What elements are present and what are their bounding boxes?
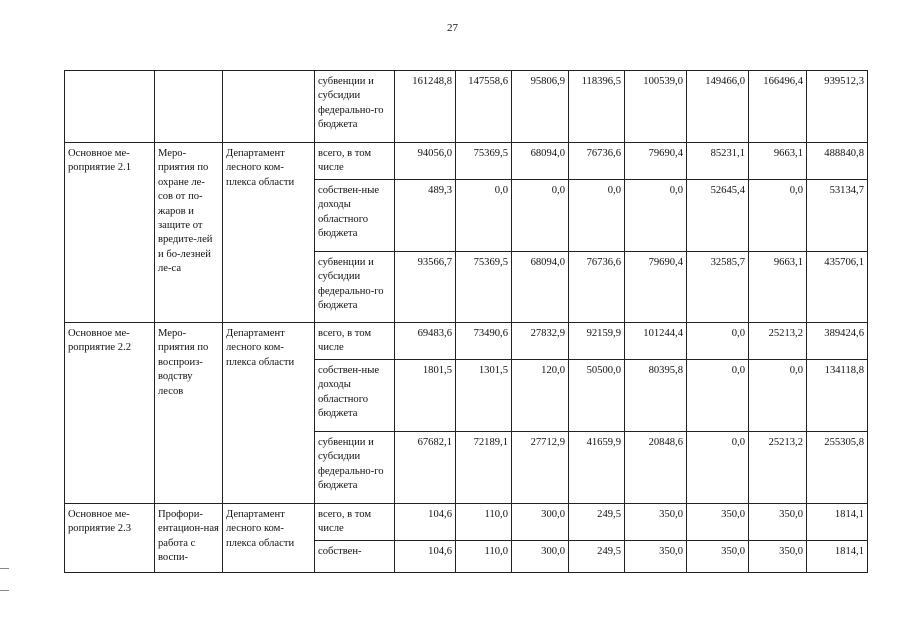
value-cell: 350,0	[687, 504, 749, 541]
page-number: 27	[447, 22, 458, 34]
value-cell: 75369,5	[456, 143, 512, 180]
value-cell: 350,0	[749, 504, 807, 541]
scan-edge-mark	[0, 568, 9, 569]
activity-cell: Основное ме-роприятие 2.1	[65, 143, 155, 323]
total-cell: 1814,1	[807, 504, 868, 541]
value-cell: 0,0	[569, 180, 625, 252]
total-cell: 488840,8	[807, 143, 868, 180]
value-cell: 79690,4	[625, 143, 687, 180]
value-cell: 118396,5	[569, 71, 625, 143]
table-row	[65, 71, 868, 143]
value-cell: 93566,7	[395, 252, 456, 323]
value-cell: 110,0	[456, 504, 512, 541]
value-cell: 0,0	[456, 180, 512, 252]
value-cell: 0,0	[687, 323, 749, 360]
value-cell: 20848,6	[625, 432, 687, 504]
value-cell: 92159,9	[569, 323, 625, 360]
value-cell: 249,5	[569, 541, 625, 573]
value-cell: 85231,1	[687, 143, 749, 180]
value-cell: 94056,0	[395, 143, 456, 180]
value-cell: 300,0	[512, 504, 569, 541]
funding-source-cell: собствен-ные доходы областного бюджета	[315, 180, 395, 252]
value-cell: 27832,9	[512, 323, 569, 360]
value-cell: 68094,0	[512, 252, 569, 323]
table-row	[65, 323, 868, 360]
funding-source-cell: собствен-ные доходы областного бюджета	[315, 360, 395, 432]
measure-name-cell	[155, 71, 223, 143]
total-cell: 389424,6	[807, 323, 868, 360]
value-cell: 161248,8	[395, 71, 456, 143]
total-cell: 435706,1	[807, 252, 868, 323]
value-cell: 0,0	[687, 432, 749, 504]
total-cell: 255305,8	[807, 432, 868, 504]
value-cell: 52645,4	[687, 180, 749, 252]
total-cell: 53134,7	[807, 180, 868, 252]
executor-cell: Департамент лесного ком-плекса области	[223, 143, 315, 323]
funding-source-cell: собствен-	[315, 541, 395, 573]
value-cell: 72189,1	[456, 432, 512, 504]
activity-cell: Основное ме-роприятие 2.3	[65, 504, 155, 573]
value-cell: 69483,6	[395, 323, 456, 360]
value-cell: 0,0	[625, 180, 687, 252]
funding-source-cell: субвенции и субсидии федерально-го бюджета	[315, 252, 395, 323]
measure-name-cell: Меро-приятия по воспроиз-водству лесов	[155, 323, 223, 504]
activity-cell	[65, 71, 155, 143]
value-cell: 147558,6	[456, 71, 512, 143]
funding-source-cell: всего, в том числе	[315, 143, 395, 180]
value-cell: 0,0	[749, 180, 807, 252]
table-row	[65, 504, 868, 541]
value-cell: 1301,5	[456, 360, 512, 432]
value-cell: 350,0	[625, 541, 687, 573]
funding-source-cell: субвенции и субсидии федерально-го бюджета	[315, 432, 395, 504]
value-cell: 76736,6	[569, 252, 625, 323]
value-cell: 350,0	[625, 504, 687, 541]
value-cell: 104,6	[395, 504, 456, 541]
value-cell: 79690,4	[625, 252, 687, 323]
funding-source-cell: всего, в том числе	[315, 323, 395, 360]
value-cell: 50500,0	[569, 360, 625, 432]
total-cell: 134118,8	[807, 360, 868, 432]
value-cell: 9663,1	[749, 252, 807, 323]
value-cell: 100539,0	[625, 71, 687, 143]
value-cell: 0,0	[749, 360, 807, 432]
value-cell: 25213,2	[749, 432, 807, 504]
value-cell: 0,0	[512, 180, 569, 252]
value-cell: 249,5	[569, 504, 625, 541]
value-cell: 95806,9	[512, 71, 569, 143]
total-cell: 939512,3	[807, 71, 868, 143]
value-cell: 300,0	[512, 541, 569, 573]
value-cell: 0,0	[687, 360, 749, 432]
value-cell: 104,6	[395, 541, 456, 573]
value-cell: 76736,6	[569, 143, 625, 180]
value-cell: 1801,5	[395, 360, 456, 432]
executor-cell: Департамент лесного ком-плекса области	[223, 323, 315, 504]
executor-cell: Департамент лесного ком-плекса области	[223, 504, 315, 573]
value-cell: 350,0	[749, 541, 807, 573]
measure-name-cell: Меро-приятия по охране ле-сов от по-жаров и защите от вредите-лей и бо-лезней ле-са	[155, 143, 223, 323]
value-cell: 27712,9	[512, 432, 569, 504]
value-cell: 120,0	[512, 360, 569, 432]
funding-source-cell: всего, в том числе	[315, 504, 395, 541]
value-cell: 149466,0	[687, 71, 749, 143]
value-cell: 9663,1	[749, 143, 807, 180]
value-cell: 350,0	[687, 541, 749, 573]
value-cell: 166496,4	[749, 71, 807, 143]
executor-cell	[223, 71, 315, 143]
value-cell: 32585,7	[687, 252, 749, 323]
value-cell: 489,3	[395, 180, 456, 252]
value-cell: 73490,6	[456, 323, 512, 360]
scan-edge-mark	[0, 590, 9, 591]
funding-source-cell: субвенции и субсидии федерально-го бюджета	[315, 71, 395, 143]
value-cell: 25213,2	[749, 323, 807, 360]
total-cell: 1814,1	[807, 541, 868, 573]
value-cell: 101244,4	[625, 323, 687, 360]
value-cell: 80395,8	[625, 360, 687, 432]
table-row	[65, 143, 868, 180]
budget-table	[64, 70, 868, 573]
value-cell: 68094,0	[512, 143, 569, 180]
value-cell: 110,0	[456, 541, 512, 573]
value-cell: 67682,1	[395, 432, 456, 504]
measure-name-cell: Профори-ентацион-ная работа с воспи-	[155, 504, 223, 573]
value-cell: 75369,5	[456, 252, 512, 323]
value-cell: 41659,9	[569, 432, 625, 504]
activity-cell: Основное ме-роприятие 2.2	[65, 323, 155, 504]
